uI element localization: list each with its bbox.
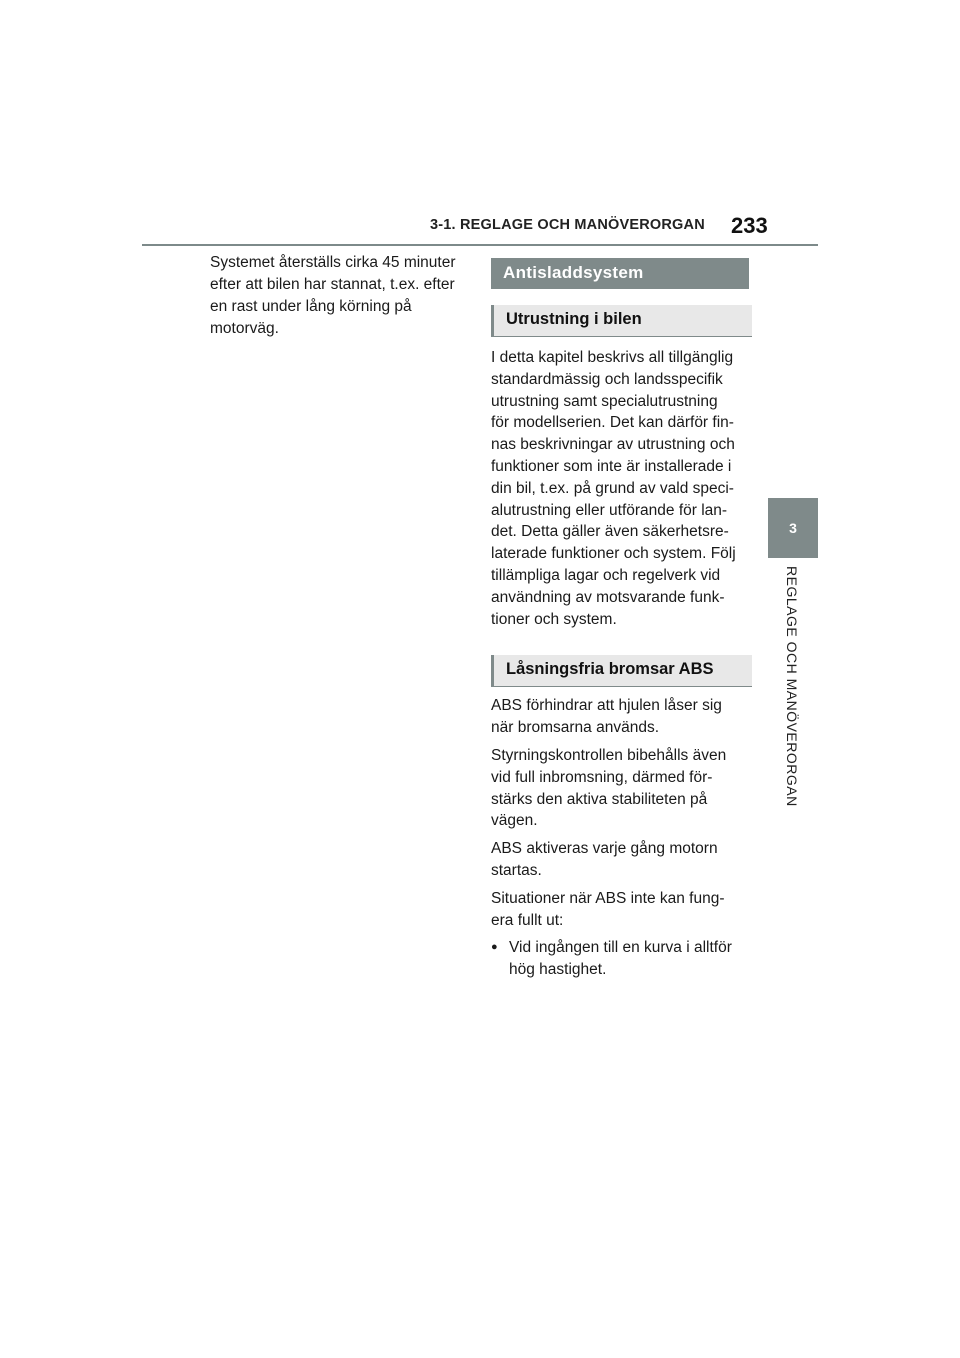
bullet-text: Vid ingången till en kurva i alltför hög hastighet. <box>509 939 732 979</box>
header-rule <box>142 244 818 246</box>
section-title: 3-1. REGLAGE OCH MANÖVERORGAN <box>430 217 705 233</box>
chapter-label: REGLAGE OCH MANÖVERORGAN <box>784 566 800 807</box>
abs-paragraph-2: Styrningskontrollen bibehålls även vid full inbromsning, därmed för- stärks den aktiva stabiliteten på vägen. <box>491 746 727 830</box>
abs-paragraph-1: ABS förhindrar att hjulen låser sig när bromsarna används. <box>491 697 722 737</box>
bullet-icon: ● <box>491 941 498 954</box>
intro-paragraph: Systemet återställs cirka 45 minuter efter att bilen har stannat, t.ex. efter en rast under lång körning på motorväg. <box>210 254 456 337</box>
chapter-tab <box>768 498 818 558</box>
right-column <box>491 258 753 981</box>
heading-antisladdsystem: Antisladdsystem <box>491 258 749 289</box>
heading-utrustning: Utrustning i bilen <box>491 305 752 337</box>
page-number: 233 <box>731 213 768 238</box>
left-column <box>210 252 470 340</box>
abs-paragraph-3: ABS aktiveras varje gång motorn startas. <box>491 840 718 879</box>
abs-paragraph-4: Situationer när ABS inte kan fung- era fullt ut: <box>491 889 725 929</box>
chapter-number: 3 <box>789 520 797 536</box>
heading-abs: Låsningsfria bromsar ABS <box>491 655 752 687</box>
list-item <box>491 937 753 981</box>
equipment-paragraph: I detta kapitel beskrivs all tillgänglig standardmässig och landsspecifik utrustning samt specialutrustning för modellserien. Det kan därför fin- nas beskrivningar av utrustning och funktioner som inte är installerade i din bil, t.ex. på grund av vald speci- alutrustning eller utförande för lan- det. Detta gäller även säkerhetsre- laterade funktioner och system. Följ tillämpliga lagar och regelverk vid användning av motsvarande funk- tioner och system. <box>491 349 736 628</box>
